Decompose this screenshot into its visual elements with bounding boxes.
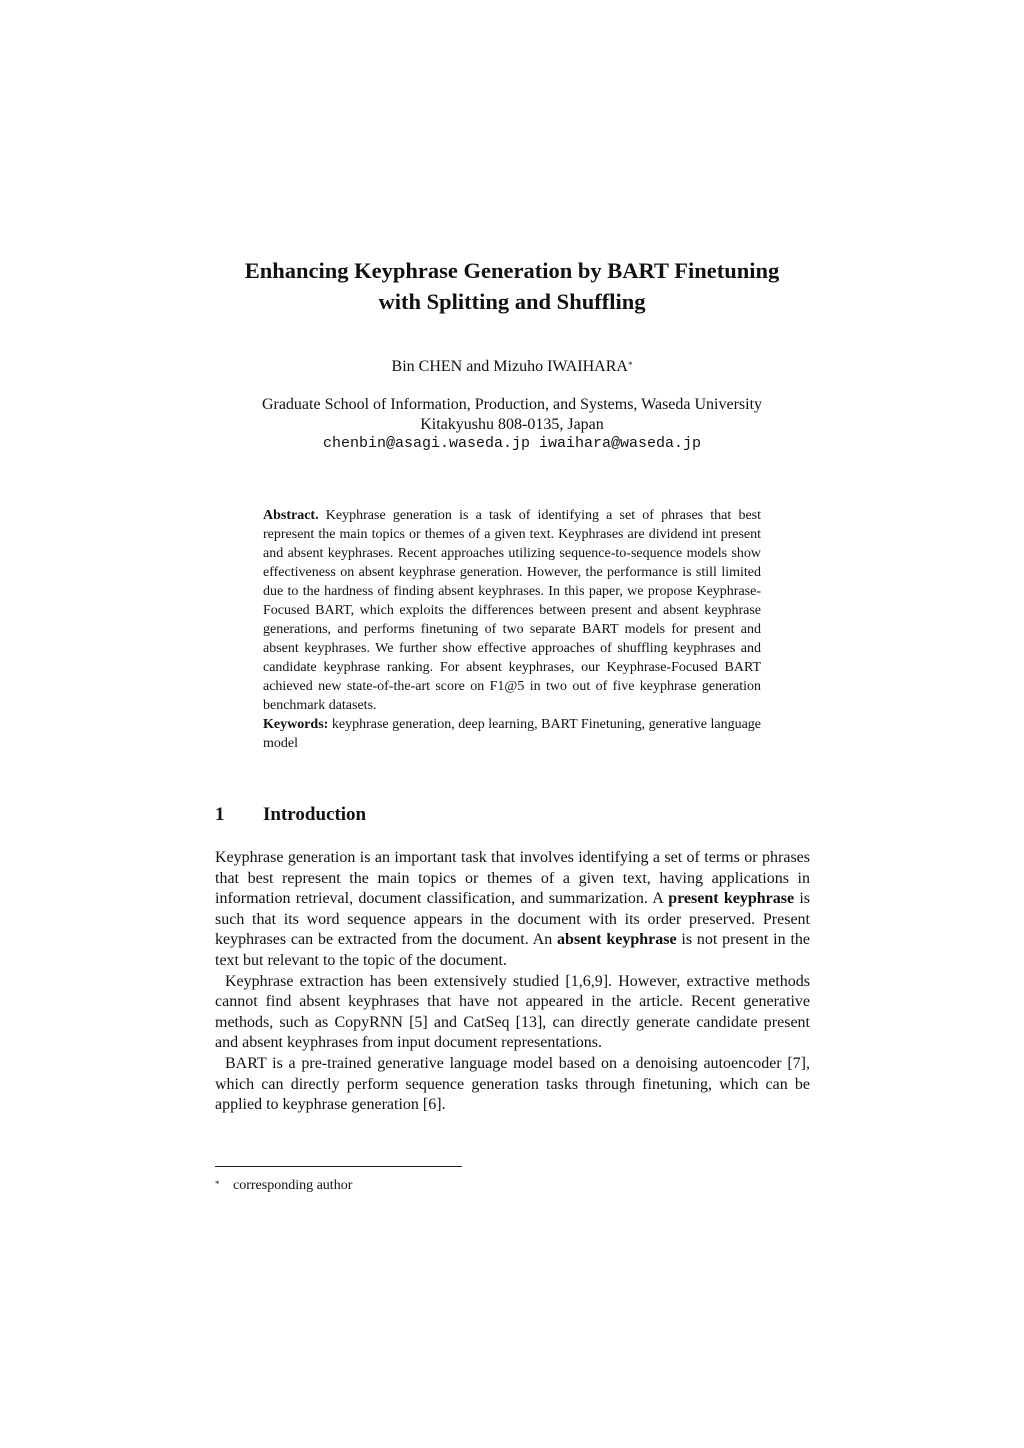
footnote <box>215 1177 352 1195</box>
abstract-body <box>263 506 761 715</box>
author-names: Bin CHEN and Mizuho IWAIHARA <box>391 358 628 375</box>
keywords-label: Keywords: <box>263 717 329 732</box>
title-line-1: Enhancing Keyphrase Generation by BART Finetuning <box>244 258 780 283</box>
title-line-2: with Splitting and Shuffling <box>378 289 646 314</box>
affiliation-institution: Graduate School of Information, Production, and Systems, Waseda University <box>261 396 763 413</box>
term-absent-keyphrase: absent keyphrase <box>557 931 677 949</box>
footnote-text: corresponding author <box>233 1178 353 1193</box>
author-list <box>160 357 864 377</box>
term-present-keyphrase: present keyphrase <box>668 890 795 908</box>
paper-title <box>160 255 864 317</box>
intro-paragraph-1: Keyphrase generation is an important task that involves identifying a set of terms or phrases that best represent the main topics or themes of a given text, having applications in information retrieval, document classification, and summarization. A present keyphrase is such that its word sequence appears in the document with its order preserved. Present keyphrases can be extracted from the document. An absent keyphrase is not present in the text but relevant to the topic of the document. <box>215 849 811 969</box>
section-heading-introduction <box>215 803 366 827</box>
abstract <box>263 506 761 753</box>
keywords <box>263 715 761 753</box>
affiliation <box>160 395 864 454</box>
keywords-text: keyphrase generation, deep learning, BART Finetuning, generative language model <box>263 717 762 751</box>
intro-paragraph-3: BART is a pre-trained generative language model based on a denoising autoencoder [7], which can directly perform sequence generation tasks through finetuning, which can be applied to keyphrase generation [6]. <box>215 1054 810 1114</box>
abstract-label: Abstract. <box>263 508 319 523</box>
footnote-rule <box>215 1166 462 1167</box>
footnote-marker: * <box>215 1179 220 1189</box>
section-number: 1 <box>215 804 225 825</box>
section-title: Introduction <box>263 804 367 825</box>
abstract-text: Keyphrase generation is a task of identifying a set of phrases that best represent the main topics or themes of a given text. Keyphrases are dividend int present and absent keyphrases. Recent approaches utilizing sequence-to-sequence models show effectiveness on absent keyphrase generation. However, the performance is still limited due to the hardness of finding absent keyphrases. In this paper, we propose Keyphrase-Focused BART, which exploits the differences between present and absent keyphrase generations, and performs finetuning of two separate BART models for present and absent keyphrases. We further show effective approaches of shuffling keyphrases and candidate keyphrase ranking. For absent keyphrases, our Keyphrase-Focused BART achieved new state-of-the-art score on F1@5 in two out of five keyphrase generation benchmark datasets. <box>263 508 762 713</box>
corresponding-author-marker: * <box>627 360 633 370</box>
affiliation-address: Kitakyushu 808-0135, Japan <box>420 415 604 433</box>
introduction-body <box>215 848 810 1116</box>
intro-paragraph-2: Keyphrase extraction has been extensively studied [1,6,9]. However, extractive methods cannot find absent keyphrases that have not appeared in the article. Recent generative methods, such as CopyRNN [5] and CatSeq [13], can directly generate candidate present and absent keyphrases from input document representations. <box>215 972 810 1052</box>
author-emails: chenbin@asagi.waseda.jp iwaihara@waseda.jp <box>322 435 702 452</box>
